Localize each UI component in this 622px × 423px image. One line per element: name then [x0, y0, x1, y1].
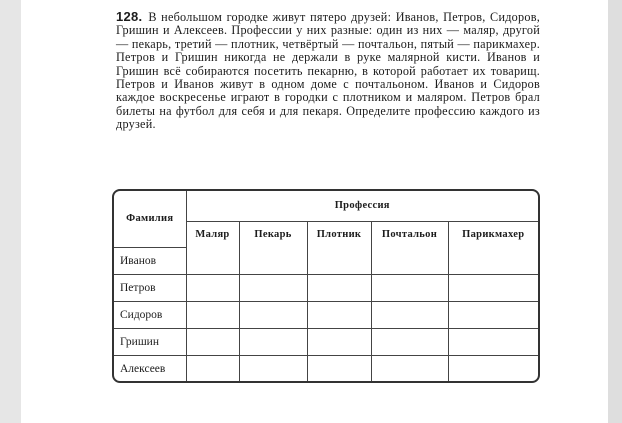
answer-cell — [448, 274, 538, 301]
answer-cell — [186, 328, 239, 355]
table-row — [114, 328, 538, 355]
answer-cell — [239, 328, 307, 355]
answer-cell — [186, 247, 239, 274]
answer-cell — [371, 301, 448, 328]
answer-cell — [448, 328, 538, 355]
answer-cell — [307, 274, 371, 301]
surname-cell: Иванов — [114, 247, 186, 274]
problem-block — [116, 10, 540, 132]
problem-text: В небольшом городке живут пятеро друзей: Иванов, Петров, Сидоров, Гришин и Алексеев. Профессии у них разные: один из них — маляр, другой — пекарь, третий — плотник, четвёртый — почтальон, пятый — парикмахер. Петров и Гришин никогда не держали в руке малярной кисти. Иванов и Гришин всё собираются посетить пекарню, в которой работает их товарищ. Петров и Иванов живут в одном доме с почтальоном. Иванов и Сидоров каждое воскресенье играют в городки с плотником и маляром. Петров брал билеты на футбол для себя и для пекаря. Определите профессию каждого из друзей. — [116, 10, 540, 132]
answer-cell — [371, 274, 448, 301]
profession-column-header: Маляр — [186, 221, 239, 247]
surname-cell: Алексеев — [114, 355, 186, 382]
table-row — [114, 301, 538, 328]
answer-cell — [307, 247, 371, 274]
profession-column-header: Почтальон — [371, 221, 448, 247]
table-row — [114, 355, 538, 382]
answer-cell — [239, 301, 307, 328]
surname-cell: Сидоров — [114, 301, 186, 328]
answer-cell — [448, 355, 538, 382]
table-row — [114, 274, 538, 301]
surname-cell: Петров — [114, 274, 186, 301]
answer-cell — [239, 274, 307, 301]
answer-cell — [307, 355, 371, 382]
answer-cell — [239, 355, 307, 382]
answer-cell — [307, 301, 371, 328]
answer-cell — [307, 328, 371, 355]
profession-column-header: Плотник — [307, 221, 371, 247]
right-margin-strip — [608, 0, 622, 423]
surname-cell: Гришин — [114, 328, 186, 355]
answer-cell — [371, 328, 448, 355]
profession-column-header: Пекарь — [239, 221, 307, 247]
answer-cell — [186, 301, 239, 328]
table-row — [114, 247, 538, 274]
profession-column-header: Парикмахер — [448, 221, 538, 247]
answer-table — [114, 191, 538, 382]
problem-number: 128. — [116, 9, 143, 24]
left-margin-strip — [0, 0, 21, 423]
answer-cell — [448, 247, 538, 274]
answer-cell — [371, 355, 448, 382]
answer-cell — [239, 247, 307, 274]
profession-header: Профессия — [186, 191, 538, 221]
answer-cell — [186, 355, 239, 382]
surname-header: Фамилия — [114, 191, 186, 247]
answer-cell — [371, 247, 448, 274]
answer-cell — [448, 301, 538, 328]
answer-table-frame — [112, 189, 540, 383]
answer-cell — [186, 274, 239, 301]
